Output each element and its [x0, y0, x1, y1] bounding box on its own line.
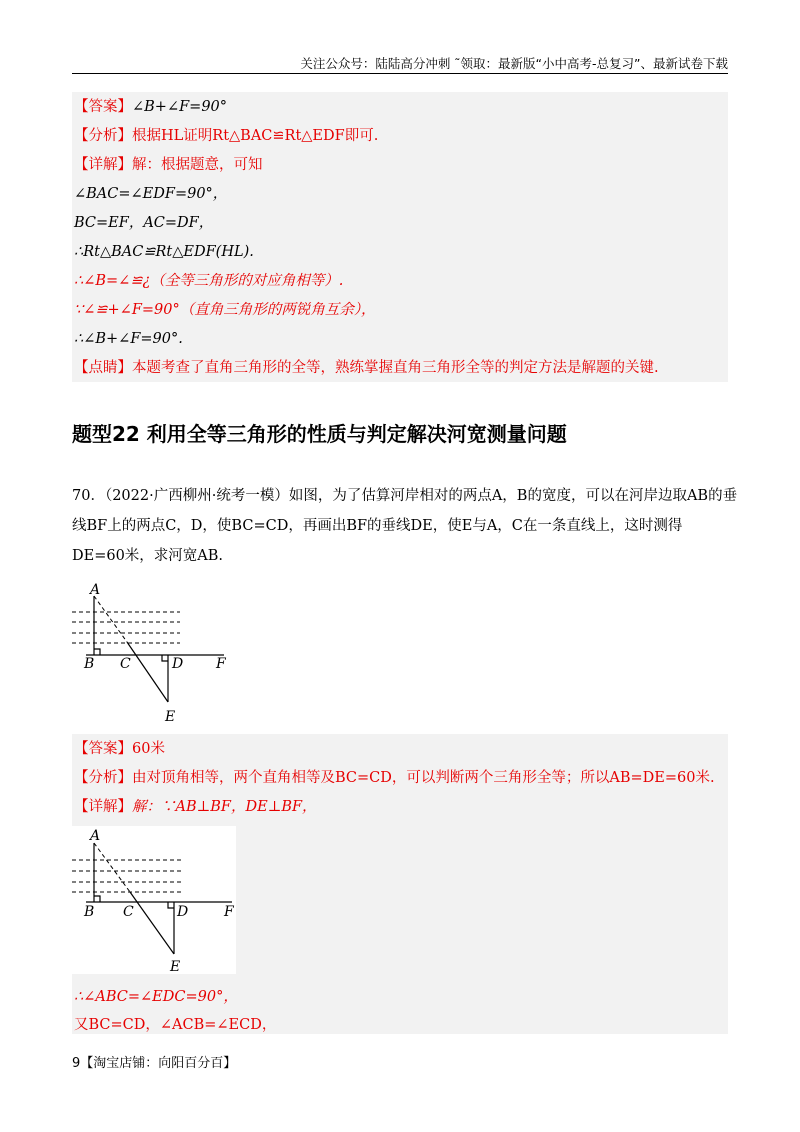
analysis-row-2	[74, 768, 715, 788]
detail-text: 解：根据题意，可知	[132, 157, 263, 173]
point-text: 本题考查了直角三角形的全等，熟练掌握直角三角形全等的判定方法是解题的关键.	[132, 360, 659, 376]
page-header: 关注公众号：陆陆高分冲刺 ˜领取：最新版“小中高考-总复习”、最新试卷下载	[300, 56, 728, 71]
label-C: C	[120, 656, 131, 672]
detail-line: ∴∠ABC=∠EDC=90°，	[74, 989, 238, 1005]
detail-line: ∴Rt△BAC≌Rt△EDF(HL).	[74, 244, 254, 260]
question-line: 线BF上的两点C，D，使BC=CD，再画出BF的垂线DE，使E与A，C在一条直线上，这时测得	[72, 518, 683, 534]
label-F: F	[216, 656, 226, 672]
question-line: 70．（2022·广西柳州·统考一模）如图，为了估算河岸相对的两点A，B的宽度，可以在河岸边取AB的垂	[72, 488, 738, 504]
analysis-text: 由对顶角相等，两个直角相等及BC=CD，可以判断两个三角形全等；所以AB=DE=60米.	[132, 770, 715, 786]
label-E: E	[165, 709, 176, 725]
label-B: B	[84, 656, 95, 672]
label-A: A	[90, 828, 101, 844]
page-footer: 9【淘宝店铺：向阳百分百】	[72, 1056, 237, 1071]
detail-row-1	[74, 155, 263, 175]
answer-tag: 【答案】	[74, 741, 132, 757]
section-title: 题型22 利用全等三角形的性质与判定解决河宽测量问题	[72, 422, 567, 446]
detail-line: ∵∠≌+∠F=90°（直角三角形的两锐角互余），	[74, 302, 376, 318]
analysis-tag: 【分析】	[74, 128, 132, 144]
point-row-1	[74, 358, 659, 378]
detail-text: 解：∵AB⊥BF，DE⊥BF，	[132, 799, 317, 815]
label-A: A	[90, 582, 101, 598]
detail-line: BC=EF，AC=DF，	[74, 215, 214, 231]
point-tag: 【点睛】	[74, 360, 132, 376]
answer-row-1	[74, 97, 227, 117]
detail-line: ∴∠B=∠≌¿（全等三角形的对应角相等）.	[74, 273, 344, 289]
answer-tag: 【答案】	[74, 99, 132, 115]
label-B: B	[84, 904, 95, 920]
analysis-tag: 【分析】	[74, 770, 132, 786]
detail-tag: 【详解】	[74, 157, 132, 173]
river-figure-2	[72, 826, 236, 974]
answer-row-2	[74, 739, 165, 759]
detail-line: 又BC=CD，∠ACB=∠ECD，	[74, 1017, 277, 1033]
question-line: DE=60米，求河宽AB.	[72, 548, 224, 564]
header-divider	[72, 73, 728, 74]
label-E: E	[170, 959, 181, 974]
analysis-text: 根据HL证明Rt△BAC≌Rt△EDF即可.	[132, 128, 379, 144]
label-D: D	[172, 656, 184, 672]
label-F: F	[224, 904, 234, 920]
detail-line: ∠BAC=∠EDF=90°，	[74, 186, 228, 202]
river-figure-1	[72, 580, 242, 725]
analysis-row-1	[74, 126, 378, 146]
detail-row-2	[74, 797, 317, 817]
answer-text: 60米	[132, 741, 165, 757]
label-D: D	[177, 904, 189, 920]
detail-tag: 【详解】	[74, 799, 132, 815]
label-C: C	[123, 904, 134, 920]
answer-text: ∠B+∠F=90°	[132, 99, 228, 115]
detail-line: ∴∠B+∠F=90°.	[74, 331, 183, 347]
